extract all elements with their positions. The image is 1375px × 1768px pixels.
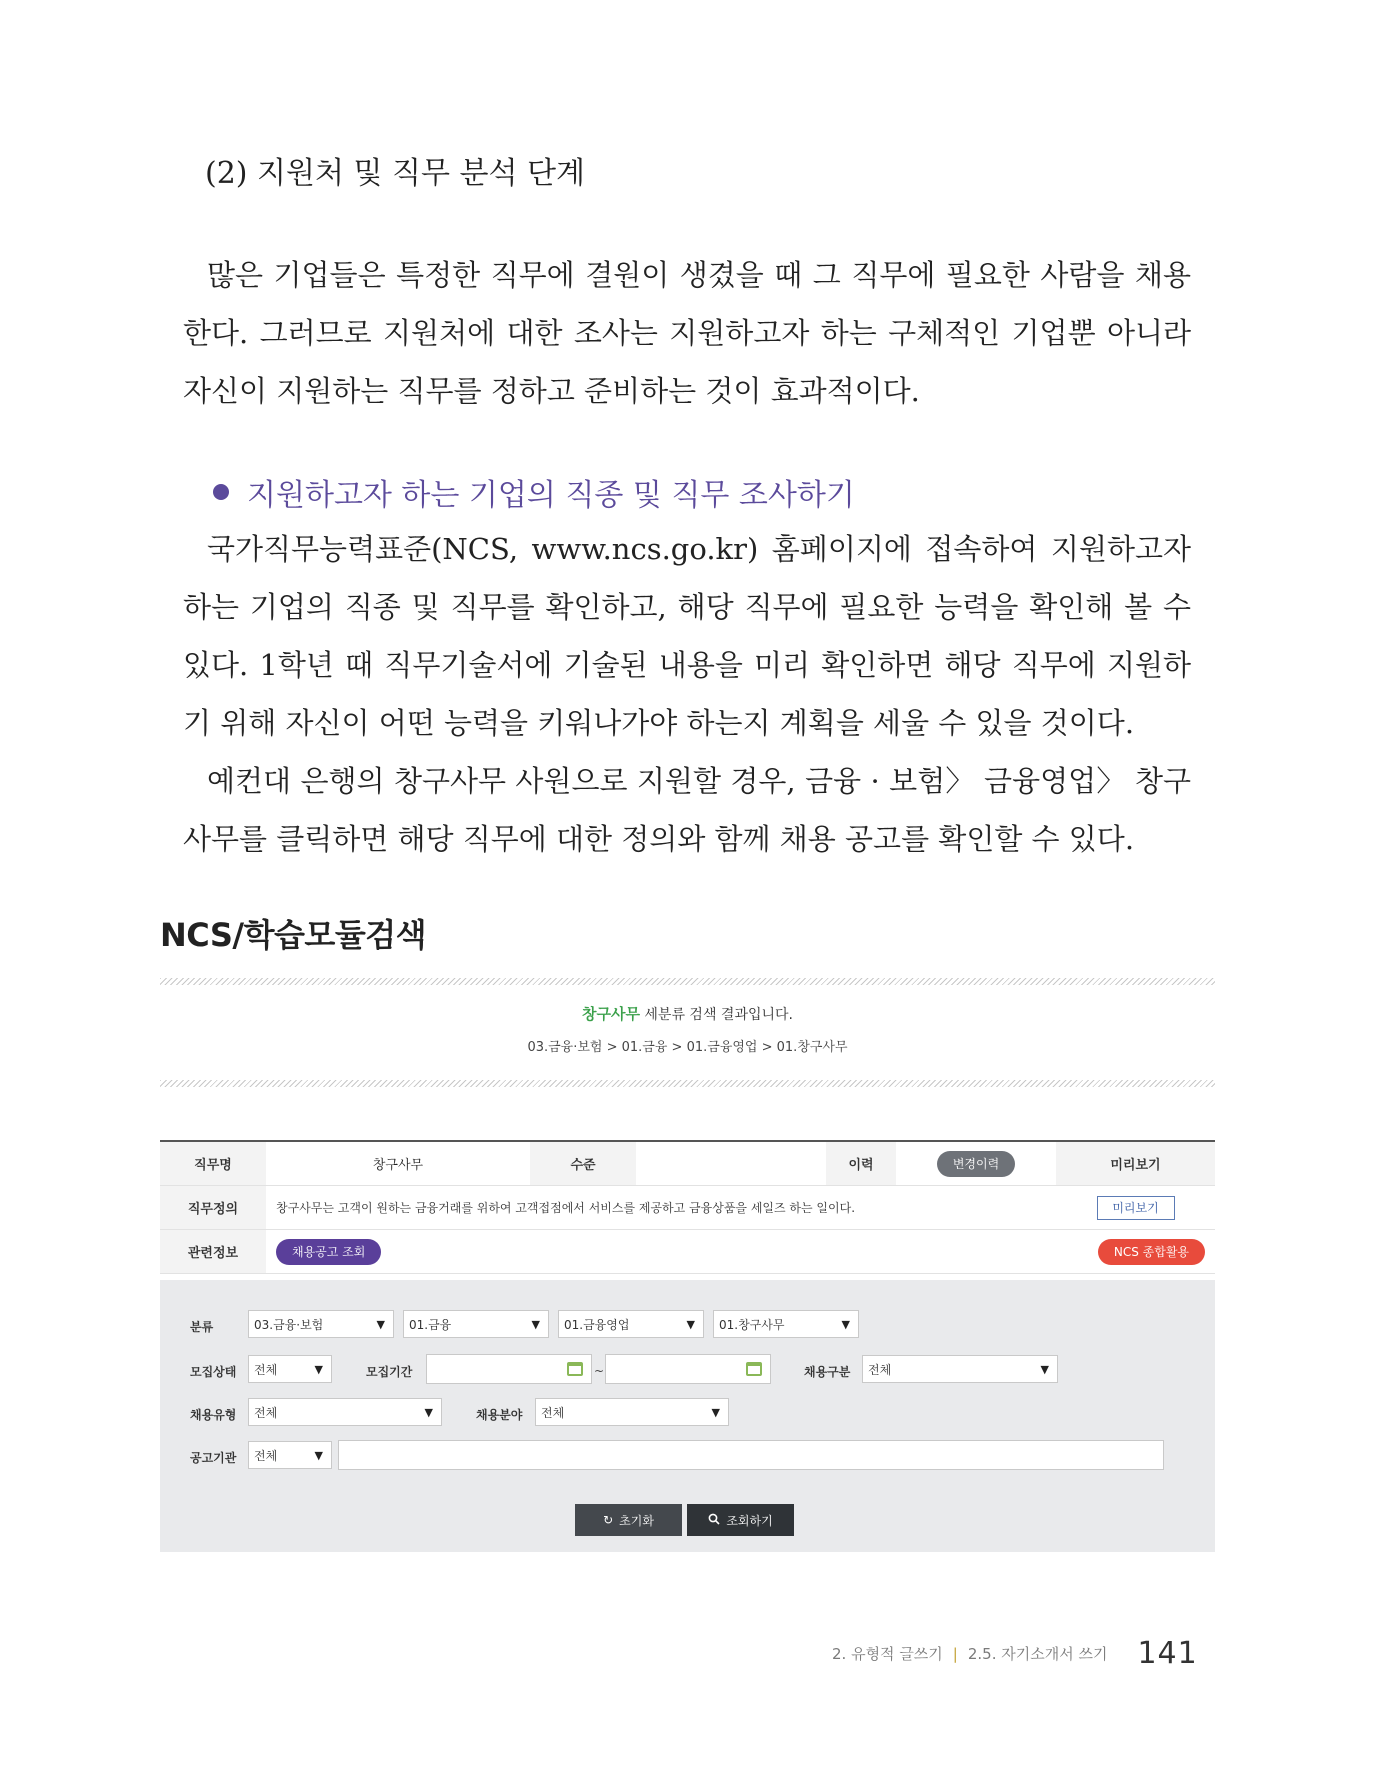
level-label: 수준 <box>530 1142 636 1185</box>
hire-type-select[interactable] <box>862 1355 1058 1383</box>
bullet-heading <box>213 470 855 514</box>
search-icon <box>708 1513 720 1528</box>
search-button[interactable] <box>687 1504 794 1536</box>
paragraph-2 <box>183 520 1191 868</box>
bullet-heading-text: 지원하고자 하는 기업의 직종 및 직무 조사하기 <box>247 478 855 513</box>
result-text: 세분류 검색 결과입니다. <box>639 1007 793 1023</box>
dropdown-arrow-icon: ▼ <box>1040 1362 1049 1376</box>
reset-button[interactable] <box>575 1504 682 1536</box>
status-select[interactable] <box>248 1355 332 1383</box>
footer-chapter: 2. 유형적 글쓰기 <box>832 1645 943 1663</box>
employ-type-label: 채용유형 <box>190 1408 237 1422</box>
related-label: 관련정보 <box>160 1230 266 1273</box>
category-select-3[interactable] <box>558 1310 704 1338</box>
status-select-value: 전체 <box>254 1362 278 1377</box>
category-select-4-value: 01.창구사무 <box>719 1317 785 1332</box>
divider-bottom <box>160 1080 1215 1087</box>
period-end-input[interactable] <box>605 1354 771 1384</box>
history-label: 이력 <box>826 1142 896 1185</box>
section-heading: (2) 지원처 및 직무 분석 단계 <box>205 156 585 191</box>
paragraph-2-text: 국가직무능력표준(NCS, www.ncs.go.kr) 홈페이지에 접속하여 지원하고자 하는 기업의 직종 및 직무를 확인하고, 해당 직무에 필요한 능력을 확인해 볼 수 있다. 1학년 때 직무기술서에 기술된 내용을 미리 확인하면 해당 직무에 지원하기 위해 자신이 어떤 능력을 키워나가야 하는지 계획을 세울 수 있을 것이다. <box>183 532 1191 740</box>
job-name-label: 직무명 <box>160 1142 266 1185</box>
preview-label: 미리보기 <box>1056 1142 1215 1185</box>
ncs-overview-button[interactable]: NCS 종합활용 <box>1098 1239 1205 1265</box>
bullet-dot-icon <box>213 484 229 500</box>
category-select-3-value: 01.금융영업 <box>564 1317 630 1332</box>
agency-select[interactable] <box>248 1441 332 1469</box>
period-separator: ~ <box>594 1364 605 1378</box>
agency-select-value: 전체 <box>254 1448 278 1463</box>
dropdown-arrow-icon: ▼ <box>314 1448 323 1462</box>
recruit-search-button[interactable]: 채용공고 조회 <box>276 1239 381 1265</box>
status-label: 모집상태 <box>190 1365 237 1379</box>
employ-type-select-value: 전체 <box>254 1405 278 1420</box>
ncs-search-title: NCS/학습모듈검색 <box>160 916 427 954</box>
result-highlight: 창구사무 <box>581 1005 640 1023</box>
page-footer <box>832 1636 1198 1671</box>
recruit-search-panel <box>160 1280 1215 1552</box>
page-number: 141 <box>1137 1636 1198 1671</box>
change-history-button[interactable]: 변경이력 <box>937 1151 1015 1177</box>
job-name-value: 창구사무 <box>372 1158 424 1173</box>
period-start-input[interactable] <box>426 1354 592 1384</box>
category-select-1-value: 03.금융·보험 <box>254 1317 324 1332</box>
paragraph-3-text: 예컨대 은행의 창구사무 사원으로 지원할 경우, 금융 · 보험〉 금융영업〉 창구사무를 클릭하면 해당 직무에 대한 정의와 함께 채용 공고를 확인할 수 있다. <box>183 764 1191 856</box>
refresh-icon: ↻ <box>603 1513 614 1527</box>
footer-separator: | <box>952 1644 958 1663</box>
job-info-row-1 <box>160 1142 1215 1186</box>
dropdown-arrow-icon: ▼ <box>376 1317 385 1331</box>
search-button-label: 조회하기 <box>726 1513 773 1528</box>
dropdown-arrow-icon: ▼ <box>314 1362 323 1376</box>
field-label: 채용분야 <box>476 1408 523 1422</box>
dropdown-arrow-icon: ▼ <box>424 1405 433 1419</box>
dropdown-arrow-icon: ▼ <box>711 1405 720 1419</box>
level-value <box>636 1142 826 1185</box>
paragraph-1 <box>183 246 1191 420</box>
preview-cell <box>1056 1186 1215 1229</box>
calendar-icon[interactable] <box>567 1362 583 1376</box>
agency-name-input[interactable] <box>338 1440 1164 1470</box>
agency-label: 공고기관 <box>190 1451 237 1465</box>
definition-label: 직무정의 <box>160 1186 266 1229</box>
period-label: 모집기간 <box>366 1365 413 1379</box>
preview-button[interactable]: 미리보기 <box>1097 1196 1175 1220</box>
dropdown-arrow-icon: ▼ <box>531 1317 540 1331</box>
related-cell <box>266 1230 1215 1273</box>
paragraph-1-text: 많은 기업들은 특정한 직무에 결원이 생겼을 때 그 직무에 필요한 사람을 채용한다. 그러므로 지원처에 대한 조사는 지원하고자 하는 구체적인 기업뿐 아니라 자신이 지원하는 직무를 정하고 준비하는 것이 효과적이다. <box>183 258 1191 408</box>
hire-type-label: 채용구분 <box>804 1365 851 1379</box>
history-cell <box>896 1142 1056 1185</box>
result-message <box>160 1003 1215 1024</box>
category-select-1[interactable] <box>248 1310 394 1338</box>
job-info-row-3 <box>160 1230 1215 1274</box>
footer-section: 2.5. 자기소개서 쓰기 <box>967 1645 1108 1663</box>
search-result-summary <box>160 1003 1215 1055</box>
category-select-4[interactable] <box>713 1310 859 1338</box>
employ-type-select[interactable] <box>248 1398 442 1426</box>
category-select-2[interactable] <box>403 1310 549 1338</box>
field-select-value: 전체 <box>541 1405 565 1420</box>
result-breadcrumb: 03.금융·보험 > 01.금융 > 01.금융영업 > 01.창구사무 <box>527 1040 848 1055</box>
dropdown-arrow-icon: ▼ <box>686 1317 695 1331</box>
calendar-icon[interactable] <box>746 1362 762 1376</box>
category-label: 분류 <box>190 1320 214 1334</box>
job-info-row-2 <box>160 1186 1215 1230</box>
reset-button-label: 초기화 <box>619 1513 654 1528</box>
category-select-2-value: 01.금융 <box>409 1317 452 1332</box>
dropdown-arrow-icon: ▼ <box>841 1317 850 1331</box>
definition-value: 창구사무는 고객이 원하는 금융거래를 위하여 고객접점에서 서비스를 제공하고 금융상품을 세일즈 하는 일이다. <box>276 1201 856 1215</box>
job-info-table <box>160 1140 1215 1274</box>
field-select[interactable] <box>535 1398 729 1426</box>
divider-top <box>160 978 1215 985</box>
hire-type-select-value: 전체 <box>868 1362 892 1377</box>
